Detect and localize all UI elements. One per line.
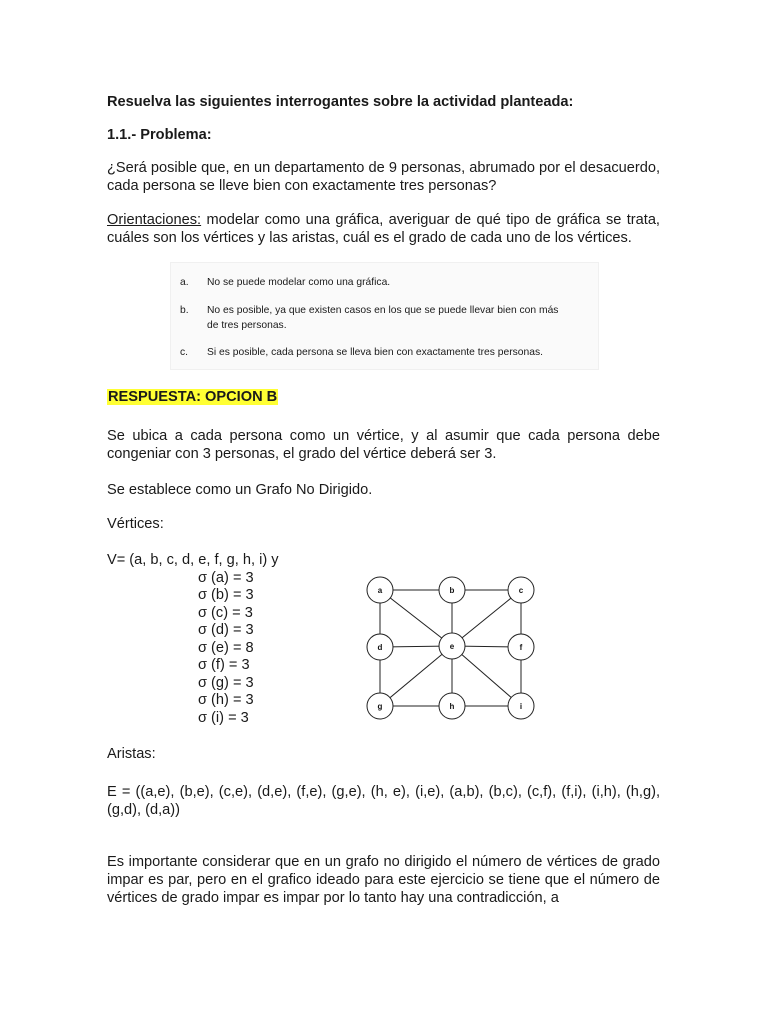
option-letter: b. [180, 305, 189, 316]
page-heading: Resuelva las siguientes interrogantes sobre la actividad planteada: [107, 94, 574, 110]
option-text: No se puede modelar como una gráfica. [207, 277, 391, 288]
option-letter: a. [180, 277, 189, 288]
graph-node-label-e: e [449, 642, 455, 651]
degree-line: σ (f) = 3 [198, 657, 250, 673]
option-c [180, 345, 543, 360]
edge-set: E = ((a,e), (b,e), (c,e), (d,e), (f,e), (g,e), (h, e), (i,e), (a,b), (b,c), (c,f), (f,i), (i,h), (h,g), (g,d), (d,a)) [107, 784, 660, 818]
edges-label: Aristas: [107, 746, 156, 762]
answer-options-box [170, 262, 599, 370]
graph-node-label-i: i [519, 702, 523, 711]
graph-node-label-a: a [377, 586, 383, 595]
graph-node-label-c: c [518, 586, 524, 595]
section-subheading: 1.1.- Problema: [107, 127, 212, 143]
vertex-set: V= (a, b, c, d, e, f, g, h, i) y [107, 552, 279, 568]
option-b [180, 303, 558, 333]
option-text-continued: de tres personas. [207, 320, 287, 331]
graph-node-label-d: d [377, 643, 383, 652]
degree-line: σ (c) = 3 [198, 605, 253, 621]
graph-node-label-h: h [449, 702, 455, 711]
option-text: No es posible, ya que existen casos en los que se puede llevar bien con más [207, 305, 559, 316]
graph-type-paragraph: Se establece como un Grafo No Dirigido. [107, 482, 373, 498]
option-letter: c. [180, 347, 189, 358]
conclusion-paragraph: Es importante considerar que en un grafo no dirigido el número de vértices de grado impar es par, pero en el grafico ideado para este ejercicio se tiene que el número de vértices de grado impar es impar por lo tanto hay una contradicción, a [107, 854, 660, 906]
degree-line: σ (a) = 3 [198, 570, 254, 586]
degree-line: σ (i) = 3 [198, 710, 249, 726]
answer-line [107, 388, 660, 406]
degree-line: σ (h) = 3 [198, 692, 254, 708]
orientations-label: Orientaciones: [107, 212, 202, 228]
answer-highlight: RESPUESTA: OPCION B [108, 389, 278, 405]
degree-line: σ (g) = 3 [198, 675, 254, 691]
degree-line: σ (e) = 8 [198, 640, 254, 656]
orientations-paragraph [107, 211, 660, 247]
option-text: Si es posible, cada persona se lleva bien con exactamente tres personas. [207, 347, 543, 358]
orientations-text: modelar como una gráfica, averiguar de qué tipo de gráfica se trata, cuáles son los vértices y las aristas, cuál es el grado de cada uno de los vértices. [107, 212, 660, 246]
graph-diagram [355, 568, 555, 728]
graph-node-label-b: b [449, 586, 455, 595]
degree-line: σ (b) = 3 [198, 587, 254, 603]
explanation-paragraph: Se ubica a cada persona como un vértice, y al asumir que cada persona debe congeniar con 3 personas, el grado del vértice deberá ser 3. [107, 428, 660, 462]
graph-node-label-g: g [377, 702, 383, 711]
option-a [180, 275, 390, 290]
vertices-label: Vértices: [107, 516, 164, 532]
graph-edge-a-e [380, 590, 452, 646]
degree-line: σ (d) = 3 [198, 622, 254, 638]
problem-statement: ¿Será posible que, en un departamento de 9 personas, abrumado por el desacuerdo, cada persona se lleve bien con exactamente tres personas? [107, 160, 660, 194]
graph-node-label-f: f [519, 643, 523, 652]
